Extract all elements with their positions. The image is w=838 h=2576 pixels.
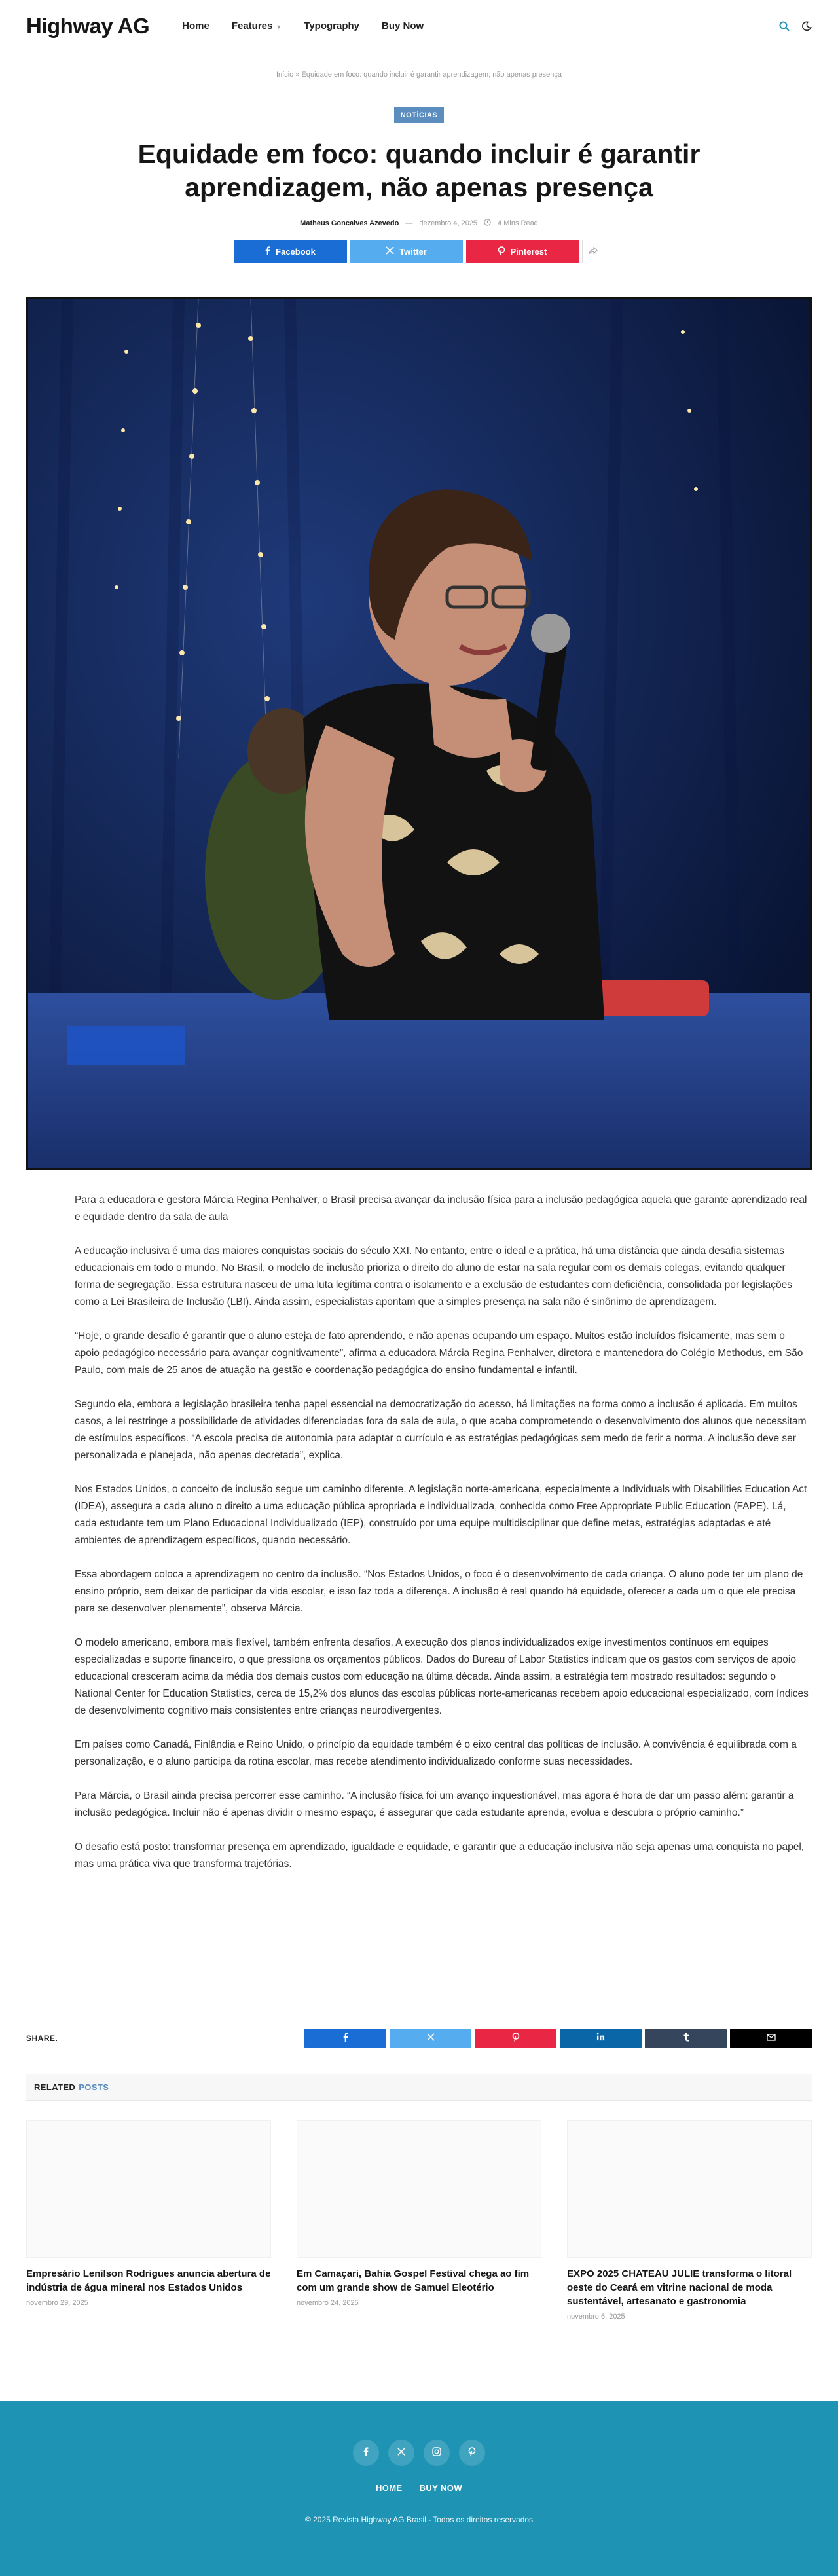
share-twitter-button[interactable] — [350, 240, 463, 263]
share-bar-email[interactable] — [730, 2029, 812, 2048]
related-heading-label: RELATED — [34, 2082, 76, 2092]
related-posts — [26, 2074, 812, 2321]
facebook-icon — [363, 2447, 369, 2459]
pinterest-icon — [498, 246, 505, 257]
footer-facebook[interactable] — [353, 2440, 379, 2466]
share-icon — [589, 247, 598, 257]
related-post-date: novembro 24, 2025 — [297, 2299, 359, 2307]
facebook-icon — [265, 246, 270, 257]
share-bar — [26, 2029, 812, 2048]
nav-buy-now[interactable]: Buy Now — [382, 20, 424, 31]
article-paragraph: Para a educadora e gestora Márcia Regina Penhalver, o Brasil precisa avançar da inclusão física para a inclusão pedagógica aquela que garante aprendizado real e equidade dentro da sala de aula — [75, 1194, 807, 1223]
article-paragraph: Segundo ela, embora a legislação brasileira tenha papel essencial na democratização do acesso, há limitações na forma como a inclusão é aplicada. Em muitos casos, a lei restringe a possibilidade de atividades diferenciadas fora da sala de aula, o que acaba comprometendo o desenvolvimento dos alunos que necessitam de estímulos específicos. “A escola precisa de autonomia para adaptar o currículo e as estratégias pedagógicas sem medo de ferir a norma. A inclusão deve ser personalizada e planejada, não apenas decretada”, explica. — [75, 1399, 807, 1461]
post-meta — [0, 219, 838, 228]
footer-x-twitter[interactable] — [388, 2440, 414, 2466]
header-actions — [779, 21, 812, 31]
article-paragraph: O modelo americano, embora mais flexível, também enfrenta desafios. A execução dos planos individualizados exige investimentos contínuos em equipes especializadas e suporte financeiro, o que pressiona os orçamentos públicos. Dados do Bureau of Labor Statistics indicam que os gastos com serviços de apoio educacional cresceram acima da média dos demais custos com educação na última década. Ainda assim, a estratégia tem mostrado resultados: segundo o National Center for Education Statistics, cerca de 15,2% dos alunos das escolas públicas norte-americanas recebem apoio educacional especializado, com índices de desenvolvimento cognitivo mais consistentes entre crianças neurodivergentes. — [75, 1637, 809, 1716]
related-heading-accent: POSTS — [79, 2082, 109, 2092]
footer-link-buy-now[interactable]: BUY NOW — [419, 2483, 462, 2493]
article-paragraph: O desafio está posto: transformar presença em aprendizado, igualdade e equidade, e garantir que a educação inclusiva não seja apenas uma conquista no papel, mas uma prática viva que transforma trajetórias. — [75, 1841, 805, 1869]
dark-mode-icon[interactable] — [801, 21, 812, 31]
share-more-button[interactable] — [582, 240, 604, 263]
share-bar-tumblr[interactable] — [645, 2029, 727, 2048]
related-post-title[interactable]: Em Camaçari, Bahia Gospel Festival chega ao fim com um grande show de Samuel Eleotério — [297, 2268, 530, 2293]
featured-image — [26, 297, 812, 1170]
x-twitter-icon — [386, 246, 394, 257]
related-cards — [26, 2120, 812, 2321]
author-name[interactable]: Matheus Goncalves Azevedo — [300, 219, 399, 227]
page-title: Equidade em foco: quando incluir é garantir aprendizagem, não apenas presença — [137, 139, 701, 202]
article-paragraph: Nos Estados Unidos, o conceito de inclusão segue um caminho diferente. A legislação norte-americana, especialmente a Individuals with Disabilities Education Act (IDEA), assegura a cada aluno o direito a uma educação pública apropriada e individualizada, conhecida como Free Appropriate Public Education (FAPE). Lá, cada estudante tem um Plano Educacional Individualizado (IEP), construído por uma equipe multidisciplinar que define metas, estratégias adaptadas e até ambientes de aprendizagem específicos, quando necessário. — [75, 1484, 807, 1546]
article-paragraph: A educação inclusiva é uma das maiores conquistas sociais do século XXI. No entanto, entre o ideal e a prática, há uma distância que ainda desafia sistemas educacionais em todo o mundo. No Brasil, o modelo de inclusão prioriza o direito do aluno de estar na sala regular com os demais colegas, evitando qualquer forma de segregação. Essa estrutura nasceu de uma luta legítima contra o isolamento e a exclusão de estudantes com deficiência, consolidada por legislações como a Lei Brasileira de Inclusão (LBI). Ainda assim, especialistas apontam que a simples presença na sala não é sinônimo de aprendizagem. — [75, 1245, 792, 1308]
site-logo[interactable]: Highway AG — [26, 13, 150, 38]
share-facebook-label: Facebook — [276, 246, 316, 257]
linkedin-icon — [596, 2033, 605, 2044]
related-post-thumbnail[interactable] — [297, 2120, 541, 2258]
nav-features-label: Features — [231, 20, 273, 31]
pinterest-icon — [468, 2447, 476, 2459]
facebook-icon — [343, 2033, 348, 2045]
article-paragraph: Para Márcia, o Brasil ainda precisa percorrer esse caminho. “A inclusão física foi um avanço inquestionável, mas agora é hora de dar um passo além: garantir a inclusão pedagógica. Incluir não é apenas dividir o mesmo espaço, é assegurar que cada estudante aprenda, evolua e descubra o próprio caminho.” — [75, 1790, 794, 1818]
related-heading — [26, 2074, 812, 2101]
footer-link-home[interactable]: HOME — [375, 2483, 403, 2493]
related-post-thumbnail[interactable] — [26, 2120, 271, 2258]
category-badge[interactable]: NOTÍCIAS — [394, 107, 445, 123]
share-twitter-label: Twitter — [399, 246, 427, 257]
site-header — [0, 0, 838, 52]
share-facebook-button[interactable] — [234, 240, 347, 263]
site-footer — [0, 2401, 838, 2576]
footer-instagram[interactable] — [424, 2440, 450, 2466]
pinterest-icon — [512, 2033, 520, 2045]
main-nav — [182, 20, 424, 31]
nav-typography[interactable]: Typography — [304, 20, 360, 31]
instagram-icon — [432, 2447, 441, 2459]
related-post-thumbnail[interactable] — [567, 2120, 812, 2258]
share-bar-pinterest[interactable] — [475, 2029, 556, 2048]
related-post-card[interactable] — [26, 2120, 271, 2321]
x-twitter-icon — [397, 2447, 405, 2459]
post-date: dezembro 4, 2025 — [419, 219, 478, 227]
search-icon[interactable] — [779, 21, 790, 31]
clock-icon — [484, 219, 491, 228]
share-pinterest-button[interactable] — [466, 240, 579, 263]
meta-separator: — — [405, 219, 413, 227]
breadcrumb[interactable]: Início » Equidade em foco: quando incluir é garantir aprendizagem, não apenas presença — [276, 71, 562, 79]
email-icon — [767, 2033, 776, 2044]
related-post-title[interactable]: Empresário Lenilson Rodrigues anuncia abertura de indústria de água mineral nos Estados Unidos — [26, 2268, 271, 2293]
read-time: 4 Mins Read — [498, 219, 538, 227]
article-paragraph: Em países como Canadá, Finlândia e Reino Unido, o princípio da equidade também é o eixo central das políticas de inclusão. A convivência é equilibrada com a personalização, e o aluno participa da rotina escolar, mas recebe atendimento individualizado conforme suas necessidades. — [75, 1739, 797, 1767]
share-pinterest-label: Pinterest — [510, 246, 547, 257]
share-bar-linkedin[interactable] — [560, 2029, 642, 2048]
tumblr-icon — [683, 2033, 689, 2045]
nav-home[interactable]: Home — [182, 20, 210, 31]
article-body — [75, 1192, 809, 1890]
article-paragraph: Essa abordagem coloca a aprendizagem no centro da inclusão. “Nos Estados Unidos, o foco é o desenvolvimento de cada criança. O aluno pode ter um plano de ensino próprio, sem deixar de participar da vida escolar, e isso faz toda a diferença. A inclusão é real quando há equidade, oferecer a cada um o que ele precisa para se desenvolver plenamente”, observa Márcia. — [75, 1569, 803, 1614]
share-bar-facebook[interactable] — [304, 2029, 386, 2048]
share-bar-buttons — [304, 2029, 812, 2048]
share-label: SHARE. — [26, 2034, 58, 2043]
footer-links — [0, 2483, 838, 2493]
related-post-card[interactable] — [297, 2120, 541, 2321]
related-post-date: novembro 29, 2025 — [26, 2299, 88, 2307]
share-bar-twitter[interactable] — [390, 2029, 471, 2048]
nav-features[interactable] — [232, 20, 282, 31]
footer-social — [0, 2440, 838, 2466]
footer-pinterest[interactable] — [459, 2440, 485, 2466]
related-post-date: novembro 6, 2025 — [567, 2313, 625, 2321]
x-twitter-icon — [427, 2033, 435, 2044]
related-post-title[interactable]: EXPO 2025 CHATEAU JULIE transforma o litoral oeste do Ceará em vitrine nacional de moda sustentável, artesanato e gastronomia — [567, 2268, 792, 2307]
chevron-down-icon: ▼ — [276, 24, 282, 30]
share-buttons-top — [0, 240, 838, 263]
footer-copyright: © 2025 Revista Highway AG Brasil - Todos os direitos reservados — [304, 2515, 534, 2524]
related-post-card[interactable] — [567, 2120, 812, 2321]
article-paragraph: “Hoje, o grande desafio é garantir que o aluno esteja de fato aprendendo, e não apenas ocupando um espaço. Muitos estão incluídos fisicamente, mas sem o apoio pedagógico necessário para avançar cognitivamente”, afirma a educadora Márcia Regina Penhalver, diretora e mantenedora do Colégio Methodus, em São Paulo, com mais de 25 anos de atuação na gestão e coordenação pedagógica do ensino fundamental e infantil. — [75, 1331, 803, 1376]
